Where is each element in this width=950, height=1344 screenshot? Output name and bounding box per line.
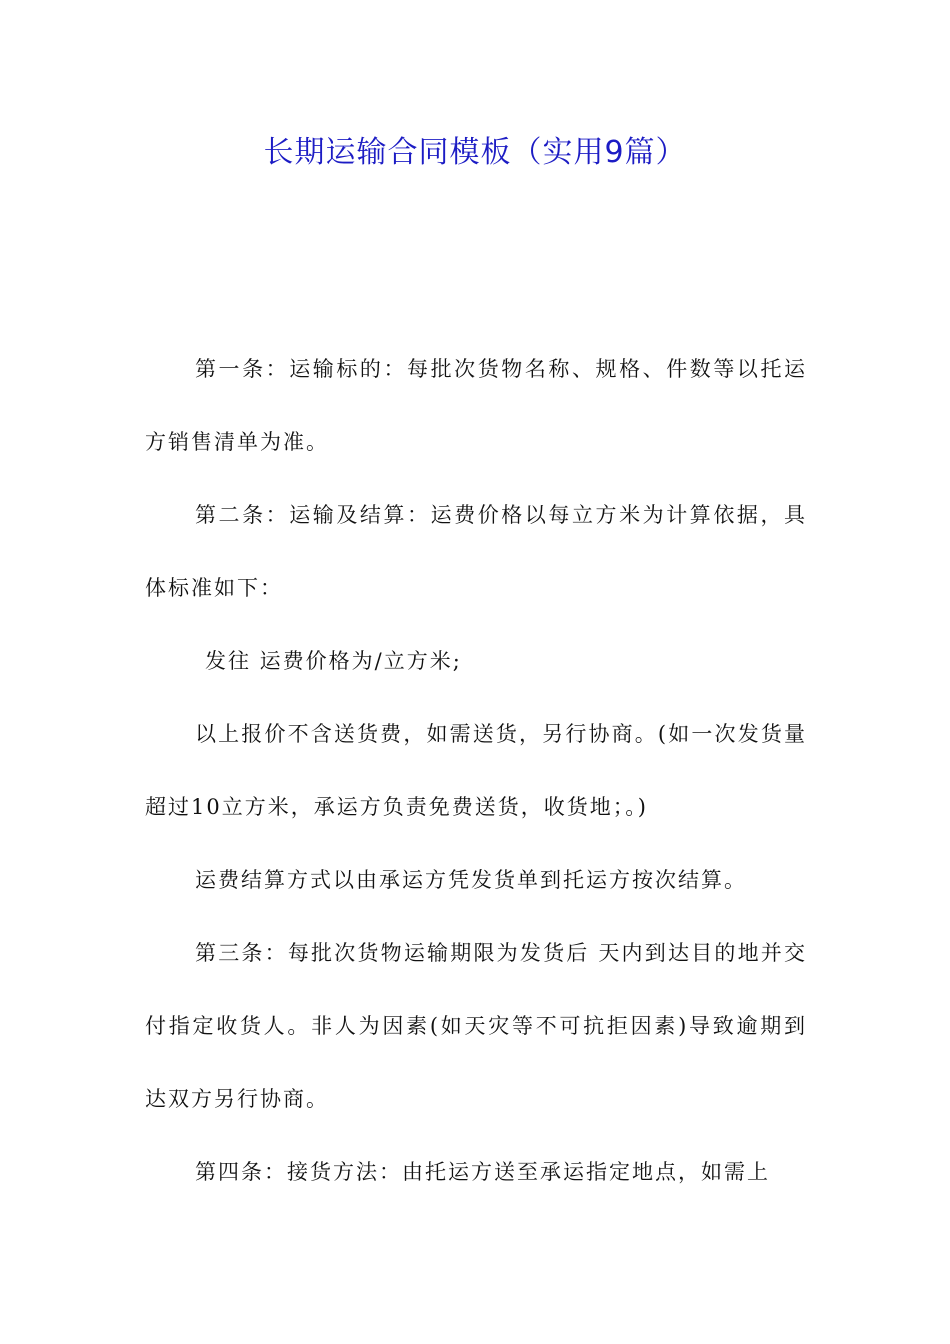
paragraph-article-3: 第三条：每批次货物运输期限为发货后 天内到达目的地并交付指定收货人。非人为因素(如天灾等不可抗拒因素)导致逾期到达双方另行协商。 [145,941,807,1111]
paragraph-article-4: 第四条：接货方法：由托运方送至承运指定地点，如需上 [195,1160,770,1184]
paragraph-settlement: 运费结算方式以由承运方凭发货单到托运方按次结算。 [195,868,747,892]
paragraph-delivery-fee: 以上报价不含送货费，如需送货，另行协商。(如一次发货量超过10立方米，承运方负责免费送货，收货地；。) [145,722,807,819]
paragraph-article-2: 第二条：运输及结算：运费价格以每立方米为计算依据，具体标准如下： [145,503,807,600]
paragraph-freight-price: 发往 运费价格为/立方米; [205,649,462,673]
paragraph-article-1: 第一条：运输标的：每批次货物名称、规格、件数等以托运方销售清单为准。 [145,357,807,454]
document-title: 长期运输合同模板（实用9篇） [263,135,687,170]
document-body [145,333,807,1209]
